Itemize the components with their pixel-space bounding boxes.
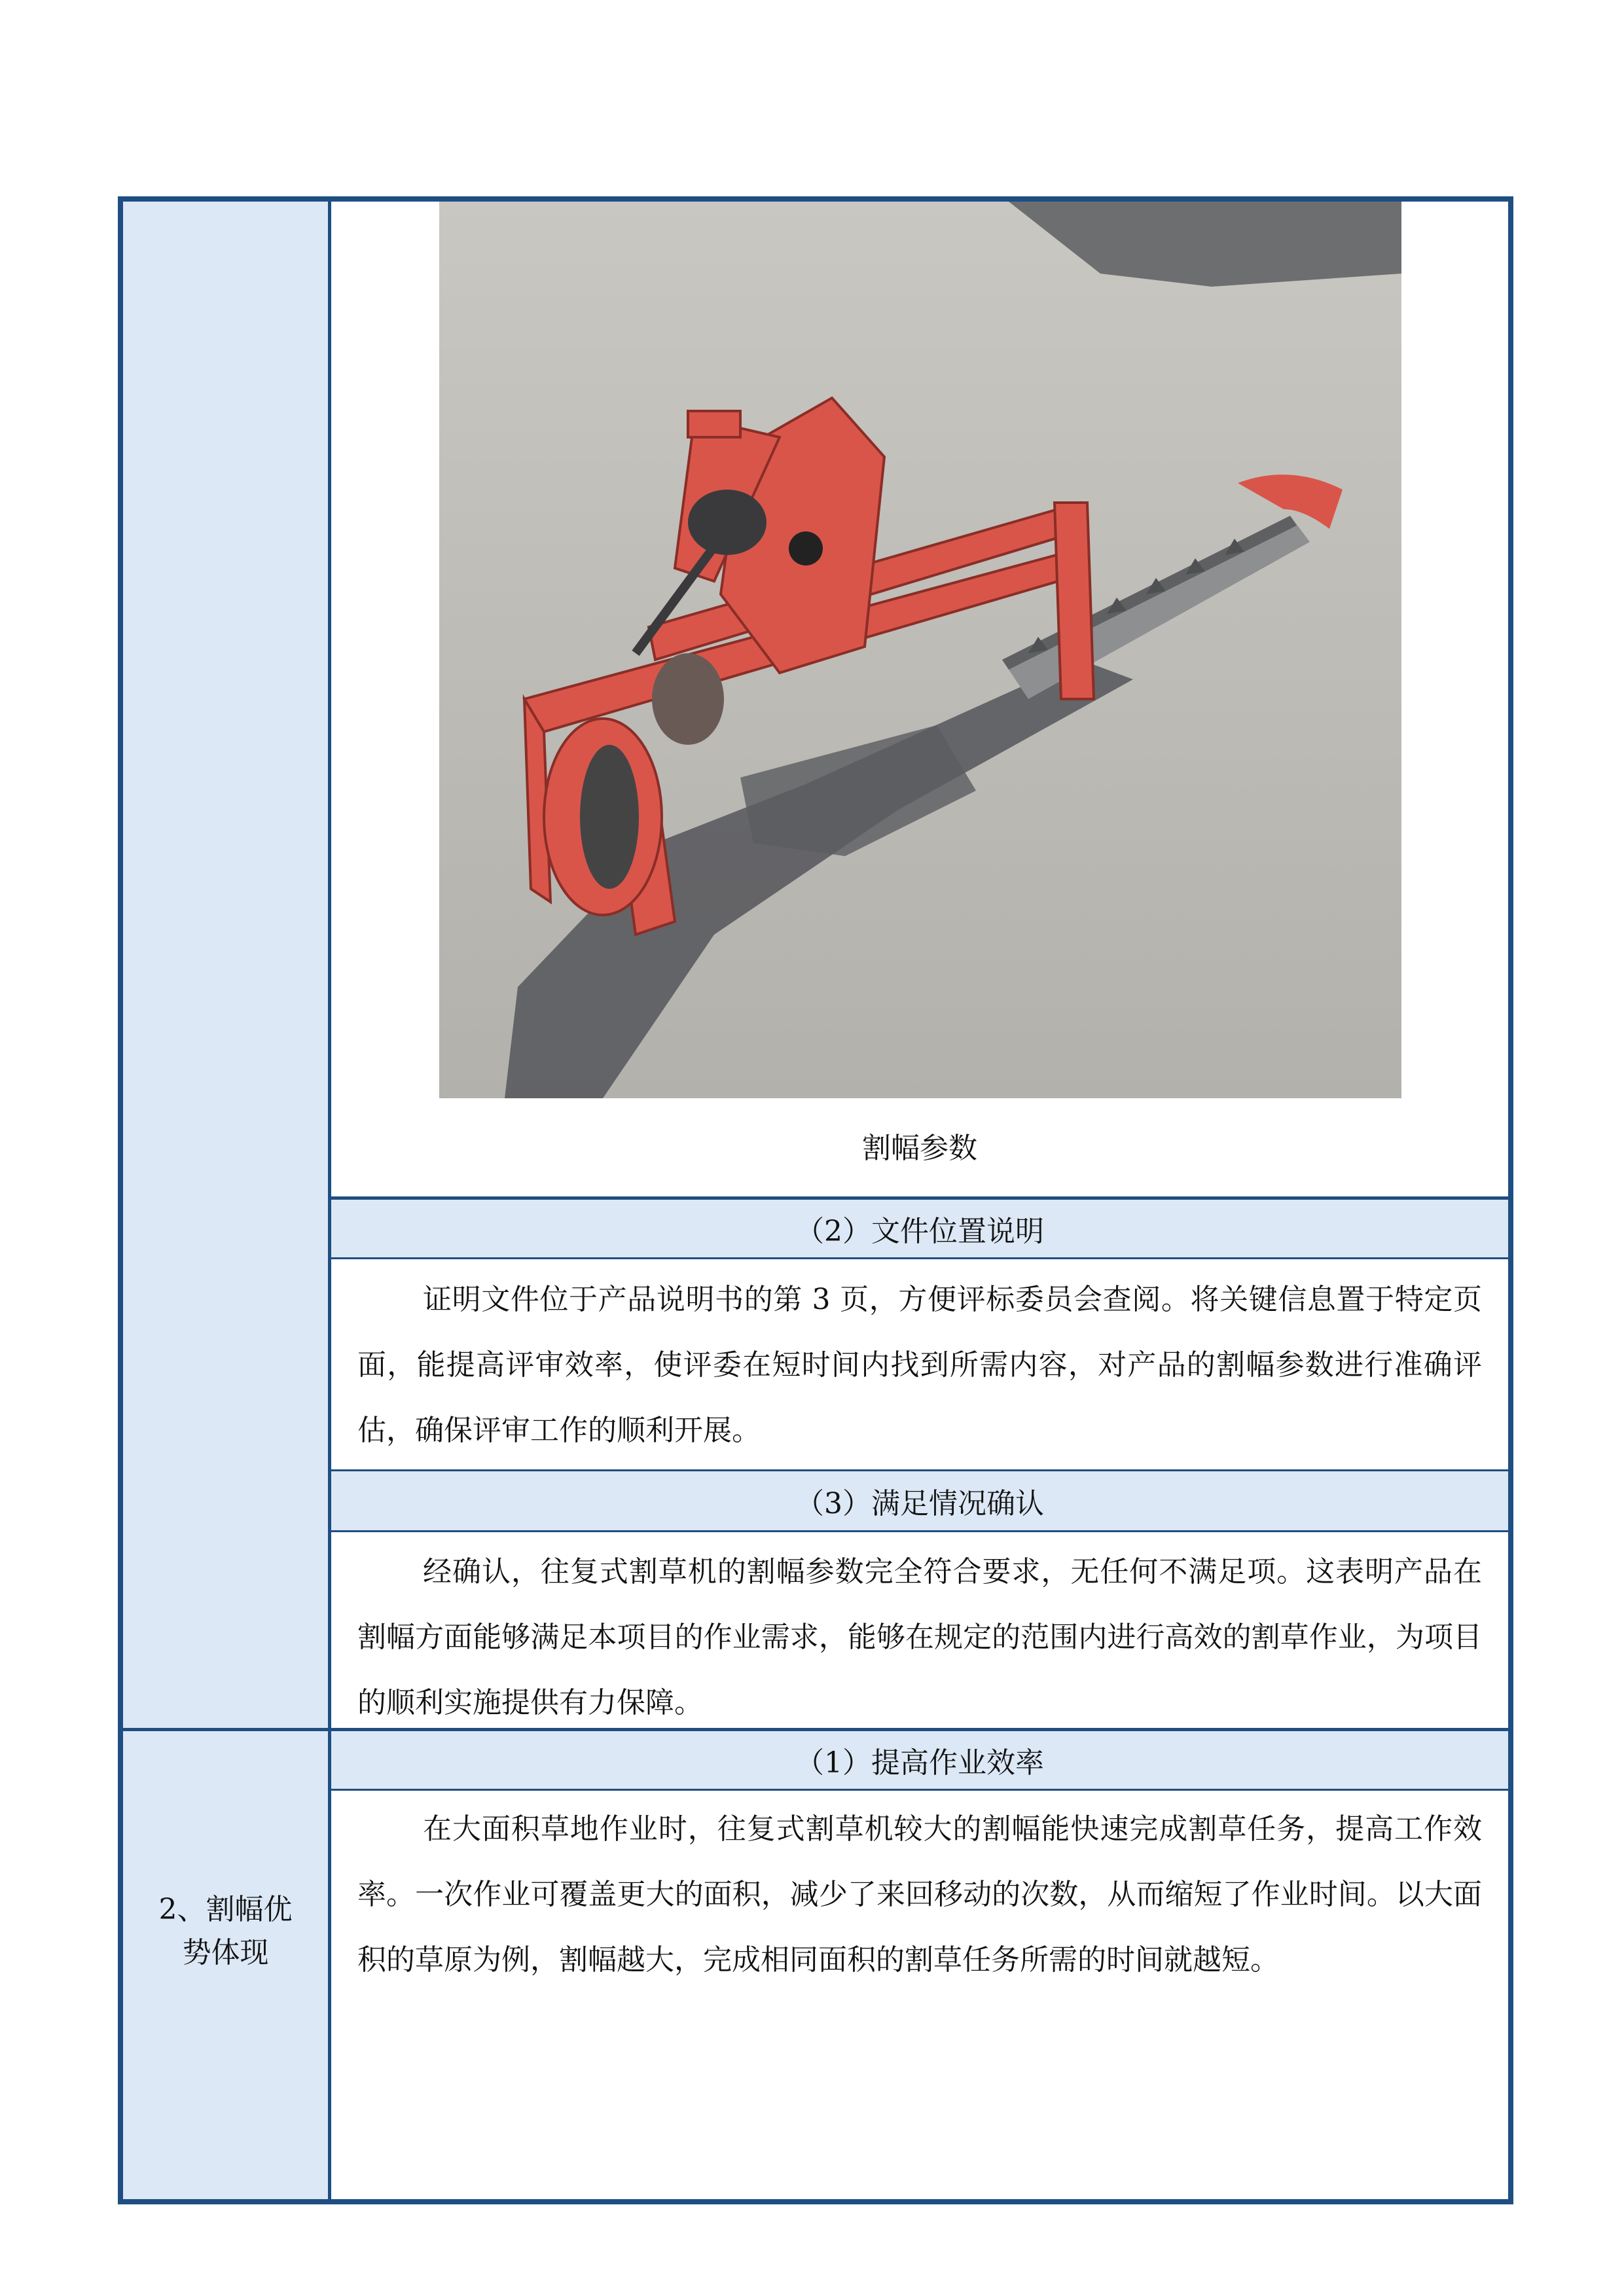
document-table xyxy=(118,196,1513,1731)
row-divider xyxy=(331,1530,1508,1532)
left-cell-section1 xyxy=(123,202,331,1736)
right-column xyxy=(331,202,1508,1731)
subsection-2-header xyxy=(331,1200,1508,1257)
left-cell-section2 xyxy=(123,1731,331,2199)
section2-right xyxy=(331,1731,1508,2199)
subsection-3-header xyxy=(331,1471,1508,1530)
subsection-1-header xyxy=(331,1731,1508,1789)
section2-label: 2、割幅优势体现 xyxy=(158,1893,293,1969)
mower-photo xyxy=(439,202,1401,1098)
row-divider xyxy=(331,1789,1508,1791)
row-divider xyxy=(331,1257,1508,1259)
photo-caption: 割幅参数 xyxy=(862,1132,977,1165)
subsection-3-title: （3）满足情况确认 xyxy=(795,1487,1044,1520)
subsection-3-body: 经确认，往复式割草机的割幅参数完全符合要求，无任何不满足项。这表明产品在割幅方面能够满足本项目的作业需求，能够在规定的范围内进行高效的割草作业，为项目的顺利实施提供有力保障。 xyxy=(357,1555,1482,1719)
subsection-1-body: 在大面积草地作业时，往复式割草机较大的割幅能快速完成割草任务，提高工作效率。一次作业可覆盖更大的面积，减少了来回移动的次数，从而缩短了作业时间。以大面积的草原为例，割幅越大，完成相同面积的割草任务所需的时间就越短。 xyxy=(357,1812,1482,1977)
subsection-1-title: （1）提高作业效率 xyxy=(795,1746,1044,1780)
subsection-2-body: 证明文件位于产品说明书的第 3 页，方便评标委员会查阅。将关键信息置于特定页面，能提高评审效率，使评委在短时间内找到所需内容，对产品的割幅参数进行准确评估，确保评审工作的顺利开展。 xyxy=(357,1283,1482,1447)
section2-block xyxy=(118,1728,1513,2204)
subsection-2-title: （2）文件位置说明 xyxy=(795,1215,1044,1248)
